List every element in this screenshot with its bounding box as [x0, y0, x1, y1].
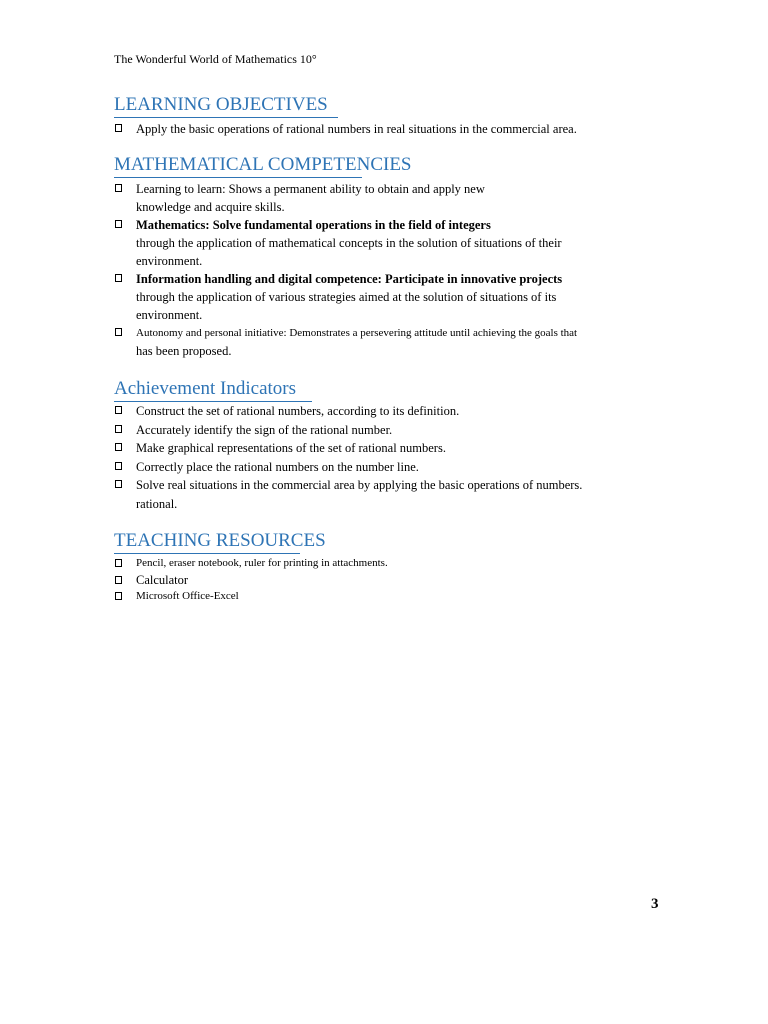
list-item	[114, 216, 654, 270]
learning-objectives-section	[114, 94, 654, 138]
list-item	[114, 476, 654, 513]
list-item	[114, 572, 654, 589]
list-item	[114, 120, 654, 138]
list-item	[114, 439, 654, 458]
indicators-section	[114, 378, 654, 513]
learning-objectives-heading-text: LEARNING OBJECTIVES	[114, 94, 328, 115]
indicators-heading	[114, 378, 296, 400]
checkbox-bullet-icon	[115, 184, 122, 192]
competencies-list	[114, 180, 654, 360]
checkbox-bullet-icon	[115, 576, 122, 584]
list-item-bold-text: Mathematics: Solve fundamental operations in the field of integers	[136, 218, 491, 232]
list-item-line: through the application of mathematical concepts in the solution of situations of their	[136, 236, 562, 250]
list-item	[114, 270, 654, 324]
checkbox-bullet-icon	[115, 559, 122, 567]
checkbox-bullet-icon	[115, 406, 122, 414]
checkbox-bullet-icon	[115, 425, 122, 433]
list-item-line: Solve real situations in the commercial area by applying the basic operations of numbers.	[136, 478, 583, 492]
list-item-line: Learning to learn: Shows a permanent ability to obtain and apply new	[136, 182, 485, 196]
page-number: 3	[651, 896, 659, 912]
list-item	[114, 324, 654, 360]
list-item-text: Make graphical representations of the set of rational numbers.	[136, 441, 446, 455]
list-item-line: Autonomy and personal initiative: Demonstrates a persevering attitude until achieving the goals that	[136, 327, 578, 339]
list-item-text: Construct the set of rational numbers, according to its definition.	[136, 404, 460, 418]
running-header: The Wonderful World of Mathematics 10°	[114, 52, 317, 66]
resources-heading	[114, 530, 326, 552]
list-item-line: through the application of various strategies aimed at the solution of situations of its	[136, 290, 557, 304]
checkbox-bullet-icon	[115, 220, 122, 228]
checkbox-bullet-icon	[115, 274, 122, 282]
heading-underline	[114, 553, 300, 554]
list-item-line: environment.	[136, 308, 203, 322]
checkbox-bullet-icon	[115, 592, 122, 600]
list-item	[114, 421, 654, 440]
competencies-heading	[114, 154, 412, 176]
checkbox-bullet-icon	[115, 480, 122, 488]
competencies-heading-text: MATHEMATICAL COMPETENCIES	[114, 154, 412, 175]
resources-heading-text: TEACHING RESOURCES	[114, 530, 326, 551]
heading-underline	[114, 177, 362, 178]
competencies-section	[114, 154, 654, 360]
list-item	[114, 402, 654, 421]
list-item-line: rational.	[136, 496, 178, 511]
resources-section	[114, 530, 654, 605]
checkbox-bullet-icon	[115, 124, 122, 132]
indicators-list	[114, 402, 654, 513]
list-item-text: Pencil, eraser notebook, ruler for printing in attachments.	[136, 557, 388, 569]
list-item	[114, 458, 654, 477]
list-item-bold-text: Information handling and digital competence: Participate in innovative projects	[136, 272, 563, 286]
list-item-line: environment.	[136, 254, 203, 268]
heading-underline	[114, 117, 338, 118]
learning-objectives-list	[114, 120, 654, 138]
checkbox-bullet-icon	[115, 328, 122, 336]
list-item-text: Apply the basic operations of rational numbers in real situations in the commercial area.	[136, 122, 577, 136]
list-item-text: Accurately identify the sign of the rational number.	[136, 422, 393, 437]
checkbox-bullet-icon	[115, 443, 122, 451]
list-item-bold-line	[136, 216, 546, 234]
list-item-text: Correctly place the rational numbers on the number line.	[136, 459, 419, 474]
list-item-line: knowledge and acquire skills.	[136, 200, 285, 214]
checkbox-bullet-icon	[115, 462, 122, 470]
list-item	[114, 588, 654, 605]
list-item-line: has been proposed.	[136, 344, 232, 358]
indicators-heading-text: Achievement Indicators	[114, 378, 297, 399]
list-item	[114, 180, 654, 216]
resources-list	[114, 555, 654, 605]
list-item	[114, 555, 654, 572]
list-item-text: Calculator	[136, 572, 189, 587]
list-item-text: Microsoft Office-Excel	[136, 590, 239, 602]
learning-objectives-heading	[114, 94, 328, 116]
